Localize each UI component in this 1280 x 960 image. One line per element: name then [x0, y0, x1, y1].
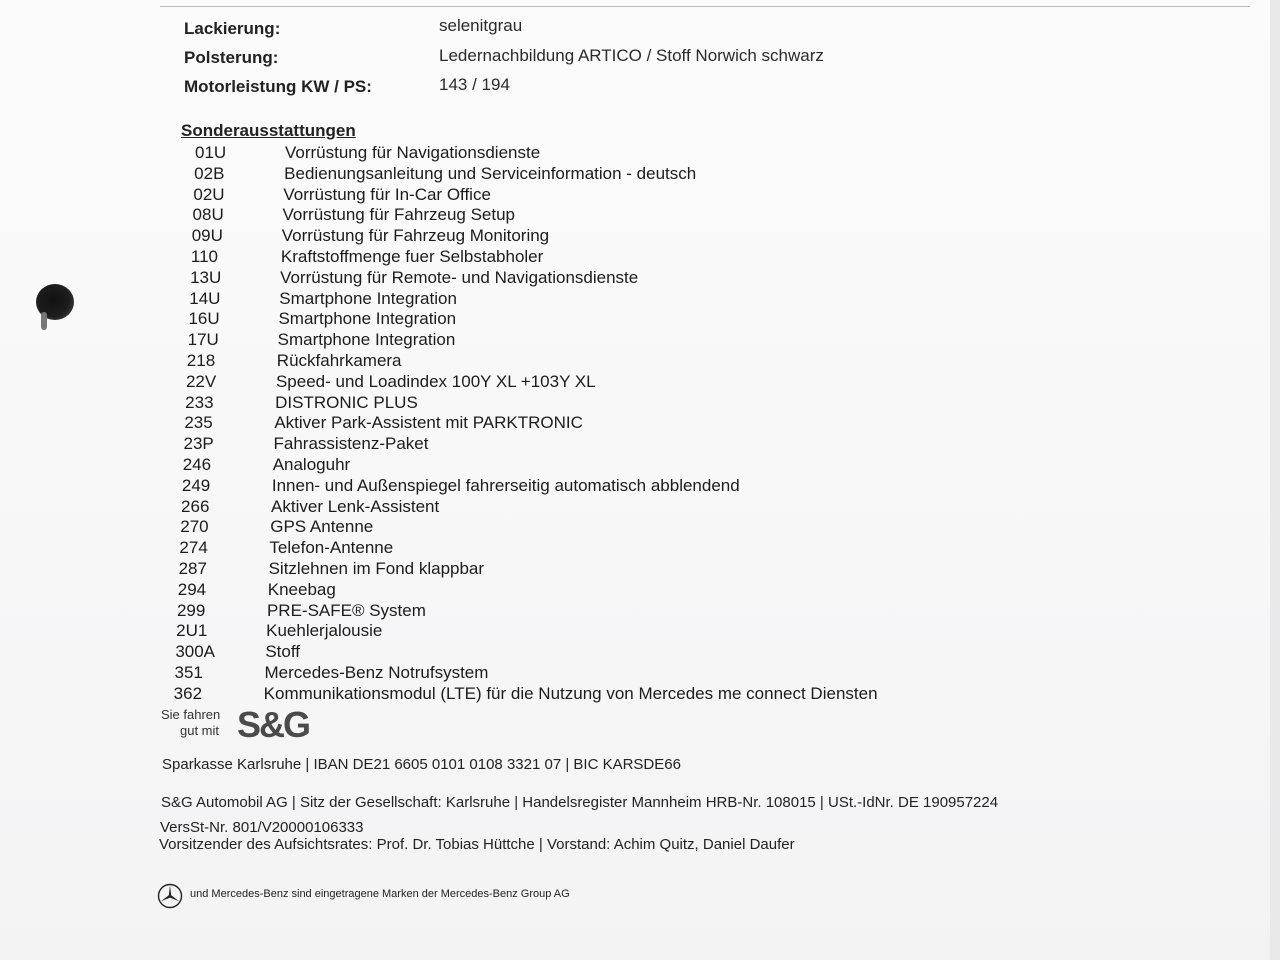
option-description: Aktiver Lenk-Assistent: [271, 496, 440, 516]
upholstery-value: Ledernachbildung ARTICO / Stoff Norwich schwarz: [439, 46, 824, 65]
option-code: 08U: [192, 205, 224, 225]
bank-details: Sparkasse Karlsruhe | IBAN DE21 6605 0101 0108 3321 07 | BIC KARSDE66: [162, 756, 681, 773]
option-code: 17U: [187, 330, 219, 350]
paint-label: Lackierung:: [184, 19, 281, 38]
options-section-title: Sonderausstattungen: [181, 121, 356, 140]
option-code: 218: [186, 351, 216, 370]
board-members: Vorsitzender des Aufsichtsrates: Prof. Dr. Tobias Hüttche | Vorstand: Achim Quitz, Daniel Daufer: [159, 836, 795, 853]
option-code: 249: [181, 475, 211, 495]
option-description: Vorrüstung für Navigationsdienste: [285, 143, 541, 162]
option-description: Vorrüstung für Fahrzeug Setup: [282, 205, 516, 225]
option-description: Sitzlehnen im Fond klappbar: [268, 559, 485, 578]
option-code: 14U: [189, 288, 221, 308]
option-description: Telefon-Antenne: [269, 538, 394, 558]
option-description: Bedienungsanleitung und Serviceinformation - deutsch: [284, 163, 697, 183]
paint-value: selenitgrau: [439, 16, 523, 35]
option-code: 09U: [191, 226, 223, 246]
mercedes-star-icon: [157, 883, 183, 909]
option-description: Innen- und Außenspiegel fahrerseitig automatisch abblendend: [271, 475, 740, 495]
punch-hole-shadow: [41, 312, 47, 330]
option-code: 270: [180, 517, 209, 537]
option-description: DISTRONIC PLUS: [275, 392, 418, 412]
insurance-number: VersSt-Nr. 801/V20000106333: [160, 819, 364, 836]
option-code: 294: [177, 579, 207, 599]
option-description: Smartphone Integration: [278, 309, 457, 329]
option-description: PRE-SAFE® System: [266, 600, 426, 620]
option-code: 22V: [185, 371, 217, 391]
engine-power-label: Motorleistung KW / PS:: [184, 77, 372, 96]
sg-logo-text: S&G: [237, 706, 310, 742]
option-description: Speed- und Loadindex 100Y XL +103Y XL: [275, 371, 596, 391]
trademark-notice: und Mercedes-Benz sind eingetragene Marken der Mercedes-Benz Group AG: [190, 888, 570, 900]
option-description: Vorrüstung für Fahrzeug Monitoring: [281, 226, 550, 246]
option-code: 246: [182, 455, 212, 474]
logo-slogan-line2: gut mit: [180, 723, 220, 738]
option-code: 110: [190, 247, 218, 266]
engine-power-value: 143 / 194: [439, 75, 510, 94]
company-register: S&G Automobil AG | Sitz der Gesellschaft: Karlsruhe | Handelsregister Mannheim HRB-Nr. 108015 | USt.-IdNr. DE 190957224: [161, 794, 999, 811]
option-description: Mercedes-Benz Notrufsystem: [264, 663, 489, 682]
option-code: 02U: [193, 184, 225, 204]
option-description: Analoguhr: [272, 455, 351, 474]
option-code: 233: [185, 392, 214, 412]
upholstery-label: Polsterung:: [184, 48, 279, 67]
option-code: 287: [178, 559, 207, 578]
sg-logo: [161, 706, 331, 746]
option-description: Vorrüstung für In-Car Office: [283, 184, 491, 204]
option-code: 23P: [183, 434, 214, 454]
option-code: 362: [173, 683, 203, 703]
option-code: 02B: [194, 163, 225, 183]
option-description: Aktiver Park-Assistent mit PARKTRONIC: [274, 413, 583, 433]
option-description: Kommunikationsmodul (LTE) für die Nutzung von Mercedes me connect Diensten: [263, 683, 878, 703]
option-description: Vorrüstung für Remote- und Navigationsdienste: [280, 267, 639, 287]
option-code: 300A: [175, 642, 216, 662]
option-description: Smartphone Integration: [279, 288, 457, 308]
option-code: 266: [181, 496, 210, 516]
logo-slogan-line1: Sie fahren: [161, 707, 221, 722]
option-code: 274: [179, 538, 208, 558]
option-description: Smartphone Integration: [277, 330, 456, 350]
option-code: 351: [174, 663, 203, 682]
option-code: 2U1: [176, 621, 208, 641]
option-description: Stoff: [265, 642, 300, 662]
option-description: Kraftstoffmenge fuer Selbstabholer: [280, 247, 544, 266]
option-description: GPS Antenne: [270, 517, 374, 537]
option-description: Kuehlerjalousie: [266, 621, 383, 641]
option-code: 235: [184, 413, 213, 433]
option-code: 13U: [190, 267, 222, 287]
sg-logo-mark: [237, 706, 325, 742]
option-code: 01U: [195, 143, 227, 162]
option-code: 16U: [188, 309, 220, 329]
option-code: 299: [176, 600, 206, 620]
option-description: Fahrassistenz-Paket: [273, 434, 429, 454]
top-rule: [160, 6, 1250, 7]
option-description: Kneebag: [267, 579, 336, 599]
option-description: Rückfahrkamera: [276, 351, 402, 370]
